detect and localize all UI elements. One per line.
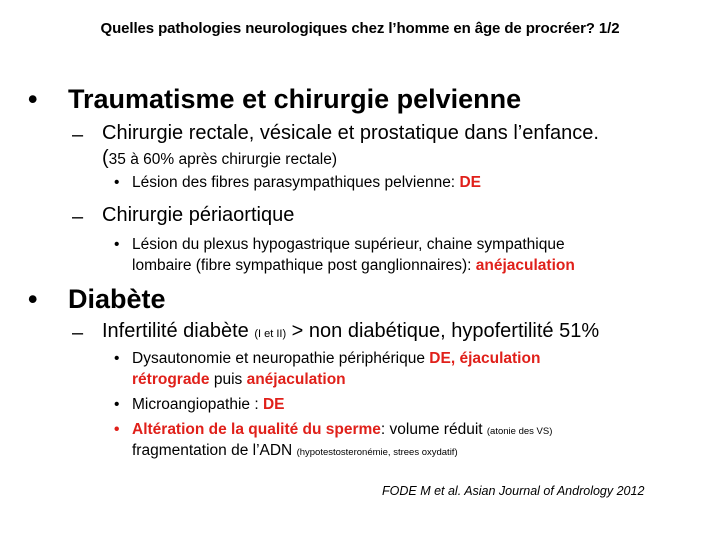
section-heading: Diabète	[68, 284, 166, 314]
item-text: Chirurgie rectale, vésicale et prostatique dans l’enfance.	[102, 122, 599, 144]
item-text: Chirurgie périaortique	[102, 204, 295, 226]
sub-item-text: lombaire (fibre sympathique post ganglionnaires):	[132, 257, 476, 274]
highlight-text: DE	[429, 350, 451, 367]
sub-item-line2	[132, 442, 458, 460]
dash-marker: –	[72, 124, 84, 146]
sub-item-note: (atonie des VS)	[486, 426, 553, 437]
highlight-text: DE	[459, 174, 481, 191]
sub-item-text: puis	[209, 371, 247, 388]
sub-item-line1	[132, 350, 540, 368]
bullet-marker: •	[28, 84, 38, 114]
sub-item-text: fragmentation de l’ADN	[132, 442, 297, 459]
dash-marker: –	[72, 322, 84, 344]
item-note-line	[102, 147, 337, 170]
bullet-marker: •	[28, 284, 38, 314]
sub-item-text: Microangiopathie :	[132, 396, 263, 413]
sub-item-text: : volume réduit	[380, 421, 487, 438]
note-paren: (	[102, 147, 109, 169]
highlight-text: DE	[262, 396, 285, 413]
item-small-note: (I et II)	[254, 328, 287, 340]
slide-title: Quelles pathologies neurologiques chez l’homme en âge de procréer? 1/2	[100, 20, 620, 37]
item-text	[102, 320, 599, 343]
sub-item-line2	[132, 371, 346, 389]
sub-bullet-marker: •	[114, 174, 120, 191]
highlight-text: rétrograde	[132, 371, 210, 388]
sub-item-text: Lésion des fibres parasympathiques pelvienne:	[132, 174, 460, 191]
item-note: 35 à 60% après chirurgie rectale)	[108, 151, 337, 168]
sub-bullet-marker: •	[114, 350, 120, 367]
sub-bullet-marker: •	[114, 421, 120, 438]
highlight-text: éjaculation	[459, 350, 541, 367]
highlight-text: ,	[450, 350, 460, 367]
highlight-text: Altération de la qualité du sperme	[132, 421, 381, 438]
section-heading: Traumatisme et chirurgie pelvienne	[68, 84, 522, 114]
sub-item-line1: Lésion du plexus hypogastrique supérieur, chaine sympathique	[132, 236, 565, 253]
citation: FODE M et al. Asian Journal of Andrology 2012	[382, 484, 645, 498]
sub-item	[132, 396, 285, 414]
dash-marker: –	[72, 206, 84, 228]
sub-bullet-marker: •	[114, 236, 120, 253]
highlight-text: anéjaculation	[246, 371, 346, 388]
sub-item-line2	[132, 257, 575, 275]
item-text-a: Infertilité diabète	[102, 320, 255, 342]
sub-item-text: Dysautonomie et neuropathie périphérique	[132, 350, 430, 367]
sub-bullet-marker: •	[114, 396, 120, 413]
sub-item-line1	[132, 421, 552, 439]
sub-item	[132, 174, 481, 192]
highlight-text: anéjaculation	[475, 257, 575, 274]
sub-item-note: (hypotestosteronémie, strees oxydatif)	[296, 447, 458, 458]
item-text-b: > non diabétique, hypofertilité 51%	[286, 320, 600, 342]
